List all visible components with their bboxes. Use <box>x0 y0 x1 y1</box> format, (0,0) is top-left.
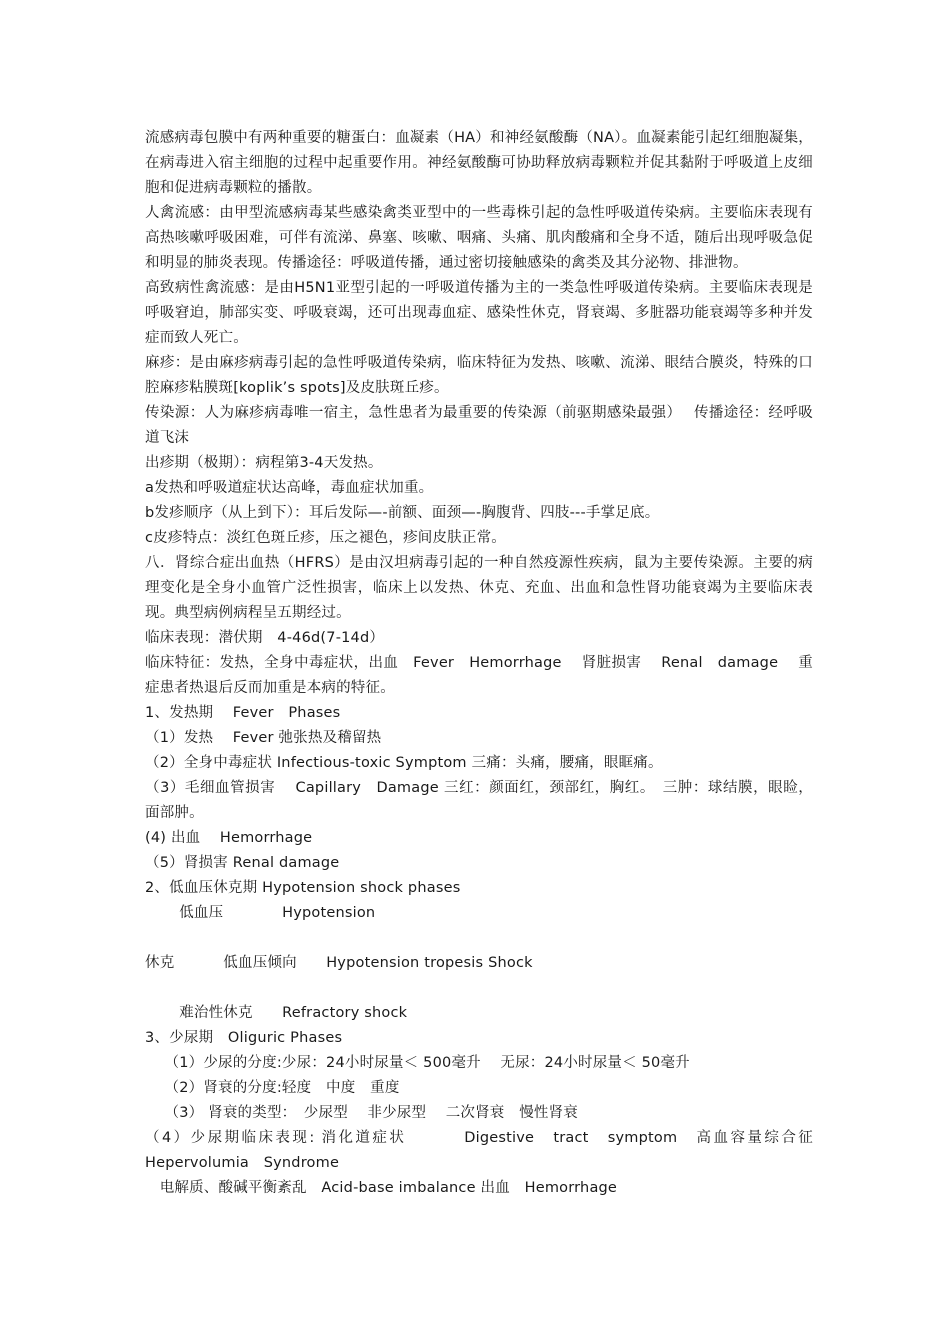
paragraph-rash-stage: 出疹期（极期）：病程第3-4天发热。 <box>145 455 383 471</box>
list-item-rash-a: a发热和呼吸道症状达高峰，毒血症状加重。 <box>145 480 434 496</box>
list-item-capillary-damage: （3）毛细血管损害 Capillary Damage 三红：颜面红，颈部红，胸红。 三肿：球结膜，眼睑，面部肿。 <box>145 780 813 821</box>
paragraph-human-avian-flu: 人禽流感：由甲型流感病毒某些感染禽类亚型中的一些毒株引起的急性呼吸道传染病。主要临床表现有高热咳嗽呼吸困难，可伴有流涕、鼻塞、咳嗽、咽痛、头痛、肌肉酸痛和全身不适，随后出现呼吸急促和明显的肺炎表现。传播途径：呼吸道传播，通过密切接触感染的禽类及其分泌物、排泄物。 <box>145 205 813 271</box>
list-item-rash-c: c皮疹特点：淡红色斑丘疹，压之褪色，疹间皮肤正常。 <box>145 530 506 546</box>
paragraph-clinical-features: 临床特征：发热，全身中毒症状，出血 Fever Hemorrhage 肾脏损害 Renal damage 重症患者热退后反而加重是本病的特征。 <box>145 655 813 696</box>
list-item-renal-failure-grade: （2）肾衰的分度:轻度 中度 重度 <box>145 1080 400 1096</box>
heading-hypotension-shock-phase: 2、低血压休克期 Hypotension shock phases <box>145 880 461 896</box>
list-item-toxic-symptom: （2）全身中毒症状 Infectious-toxic Symptom 三痛：头痛，腰痛，眼眶痛。 <box>145 755 663 771</box>
list-item-hemorrhage: (4) 出血 Hemorrhage <box>145 830 313 846</box>
list-item-rash-b: b发疹顺序（从上到下）：耳后发际—-前额、面颈—-胸腹背、四肢---手掌足底。 <box>145 505 660 521</box>
document-body <box>145 126 828 1201</box>
list-item-electrolyte: 电解质、酸碱平衡紊乱 Acid-base imbalance 出血 Hemorrhage <box>145 1180 618 1196</box>
paragraph-clinical-incubation: 临床表现：潜伏期 4-46d(7-14d） <box>145 630 385 646</box>
line-shock: 休克 低血压倾向 Hypotension tropesis Shock <box>145 955 533 971</box>
line-hypotension: 低血压 Hypotension <box>145 905 376 921</box>
line-refractory-shock: 难治性休克 Refractory shock <box>145 1005 408 1021</box>
list-item-fever: （1）发热 Fever 弛张热及稽留热 <box>145 730 382 746</box>
paragraph-infection-source: 传染源：人为麻疹病毒唯一宿主，急性患者为最重要的传染源（前驱期感染最强） 传播途径：经呼吸道飞沫 <box>145 405 813 446</box>
paragraph-highly-pathogenic-avian-flu: 高致病性禽流感：是由H5N1亚型引起的一呼吸道传播为主的一类急性呼吸道传染病。主要临床表现是呼吸窘迫，肺部实变、呼吸衰竭，还可出现毒血症、感染性休克，肾衰竭、多脏器功能衰竭等多种并发症而致人死亡。 <box>145 280 813 346</box>
list-item-oliguric-clinical: （4）少尿期临床表现: 消化道症状 Digestive tract symptom 高血容量综合征 Hepervolumia Syndrome <box>145 1130 828 1171</box>
spacer <box>145 926 813 951</box>
list-item-oliguria-grade: （1）少尿的分度:少尿：24小时尿量＜ 500毫升 无尿：24小时尿量＜ 50毫升 <box>145 1055 690 1071</box>
paragraph-influenza-envelope: 流感病毒包膜中有两种重要的糖蛋白：血凝素（HA）和神经氨酸酶（NA）。血凝素能引起红细胞凝集，在病毒进入宿主细胞的过程中起重要作用。神经氨酸酶可协助释放病毒颗粒并促其黏附于呼吸道上皮细胞和促进病毒颗粒的播散。 <box>145 130 813 196</box>
list-item-renal-damage: （5）肾损害 Renal damage <box>145 855 340 871</box>
paragraph-hfrs: 八．肾综合症出血热（HFRS）是由汉坦病毒引起的一种自然疫源性疾病，鼠为主要传染源。主要的病理变化是全身小血管广泛性损害，临床上以发热、休克、充血、出血和急性肾功能衰竭为主要临床表现。典型病例病程呈五期经过。 <box>145 555 813 621</box>
heading-fever-phase: 1、发热期 Fever Phases <box>145 705 341 721</box>
list-item-renal-failure-type: （3） 肾衰的类型： 少尿型 非少尿型 二次肾衰 慢性肾衰 <box>145 1105 579 1121</box>
spacer <box>145 976 813 1001</box>
heading-oliguric-phase: 3、少尿期 Oliguric Phases <box>145 1030 343 1046</box>
paragraph-measles: 麻疹：是由麻疹病毒引起的急性呼吸道传染病，临床特征为发热、咳嗽、流涕、眼结合膜炎，特殊的口腔麻疹粘膜斑[koplik’s spots]及皮肤斑丘疹。 <box>145 355 813 396</box>
